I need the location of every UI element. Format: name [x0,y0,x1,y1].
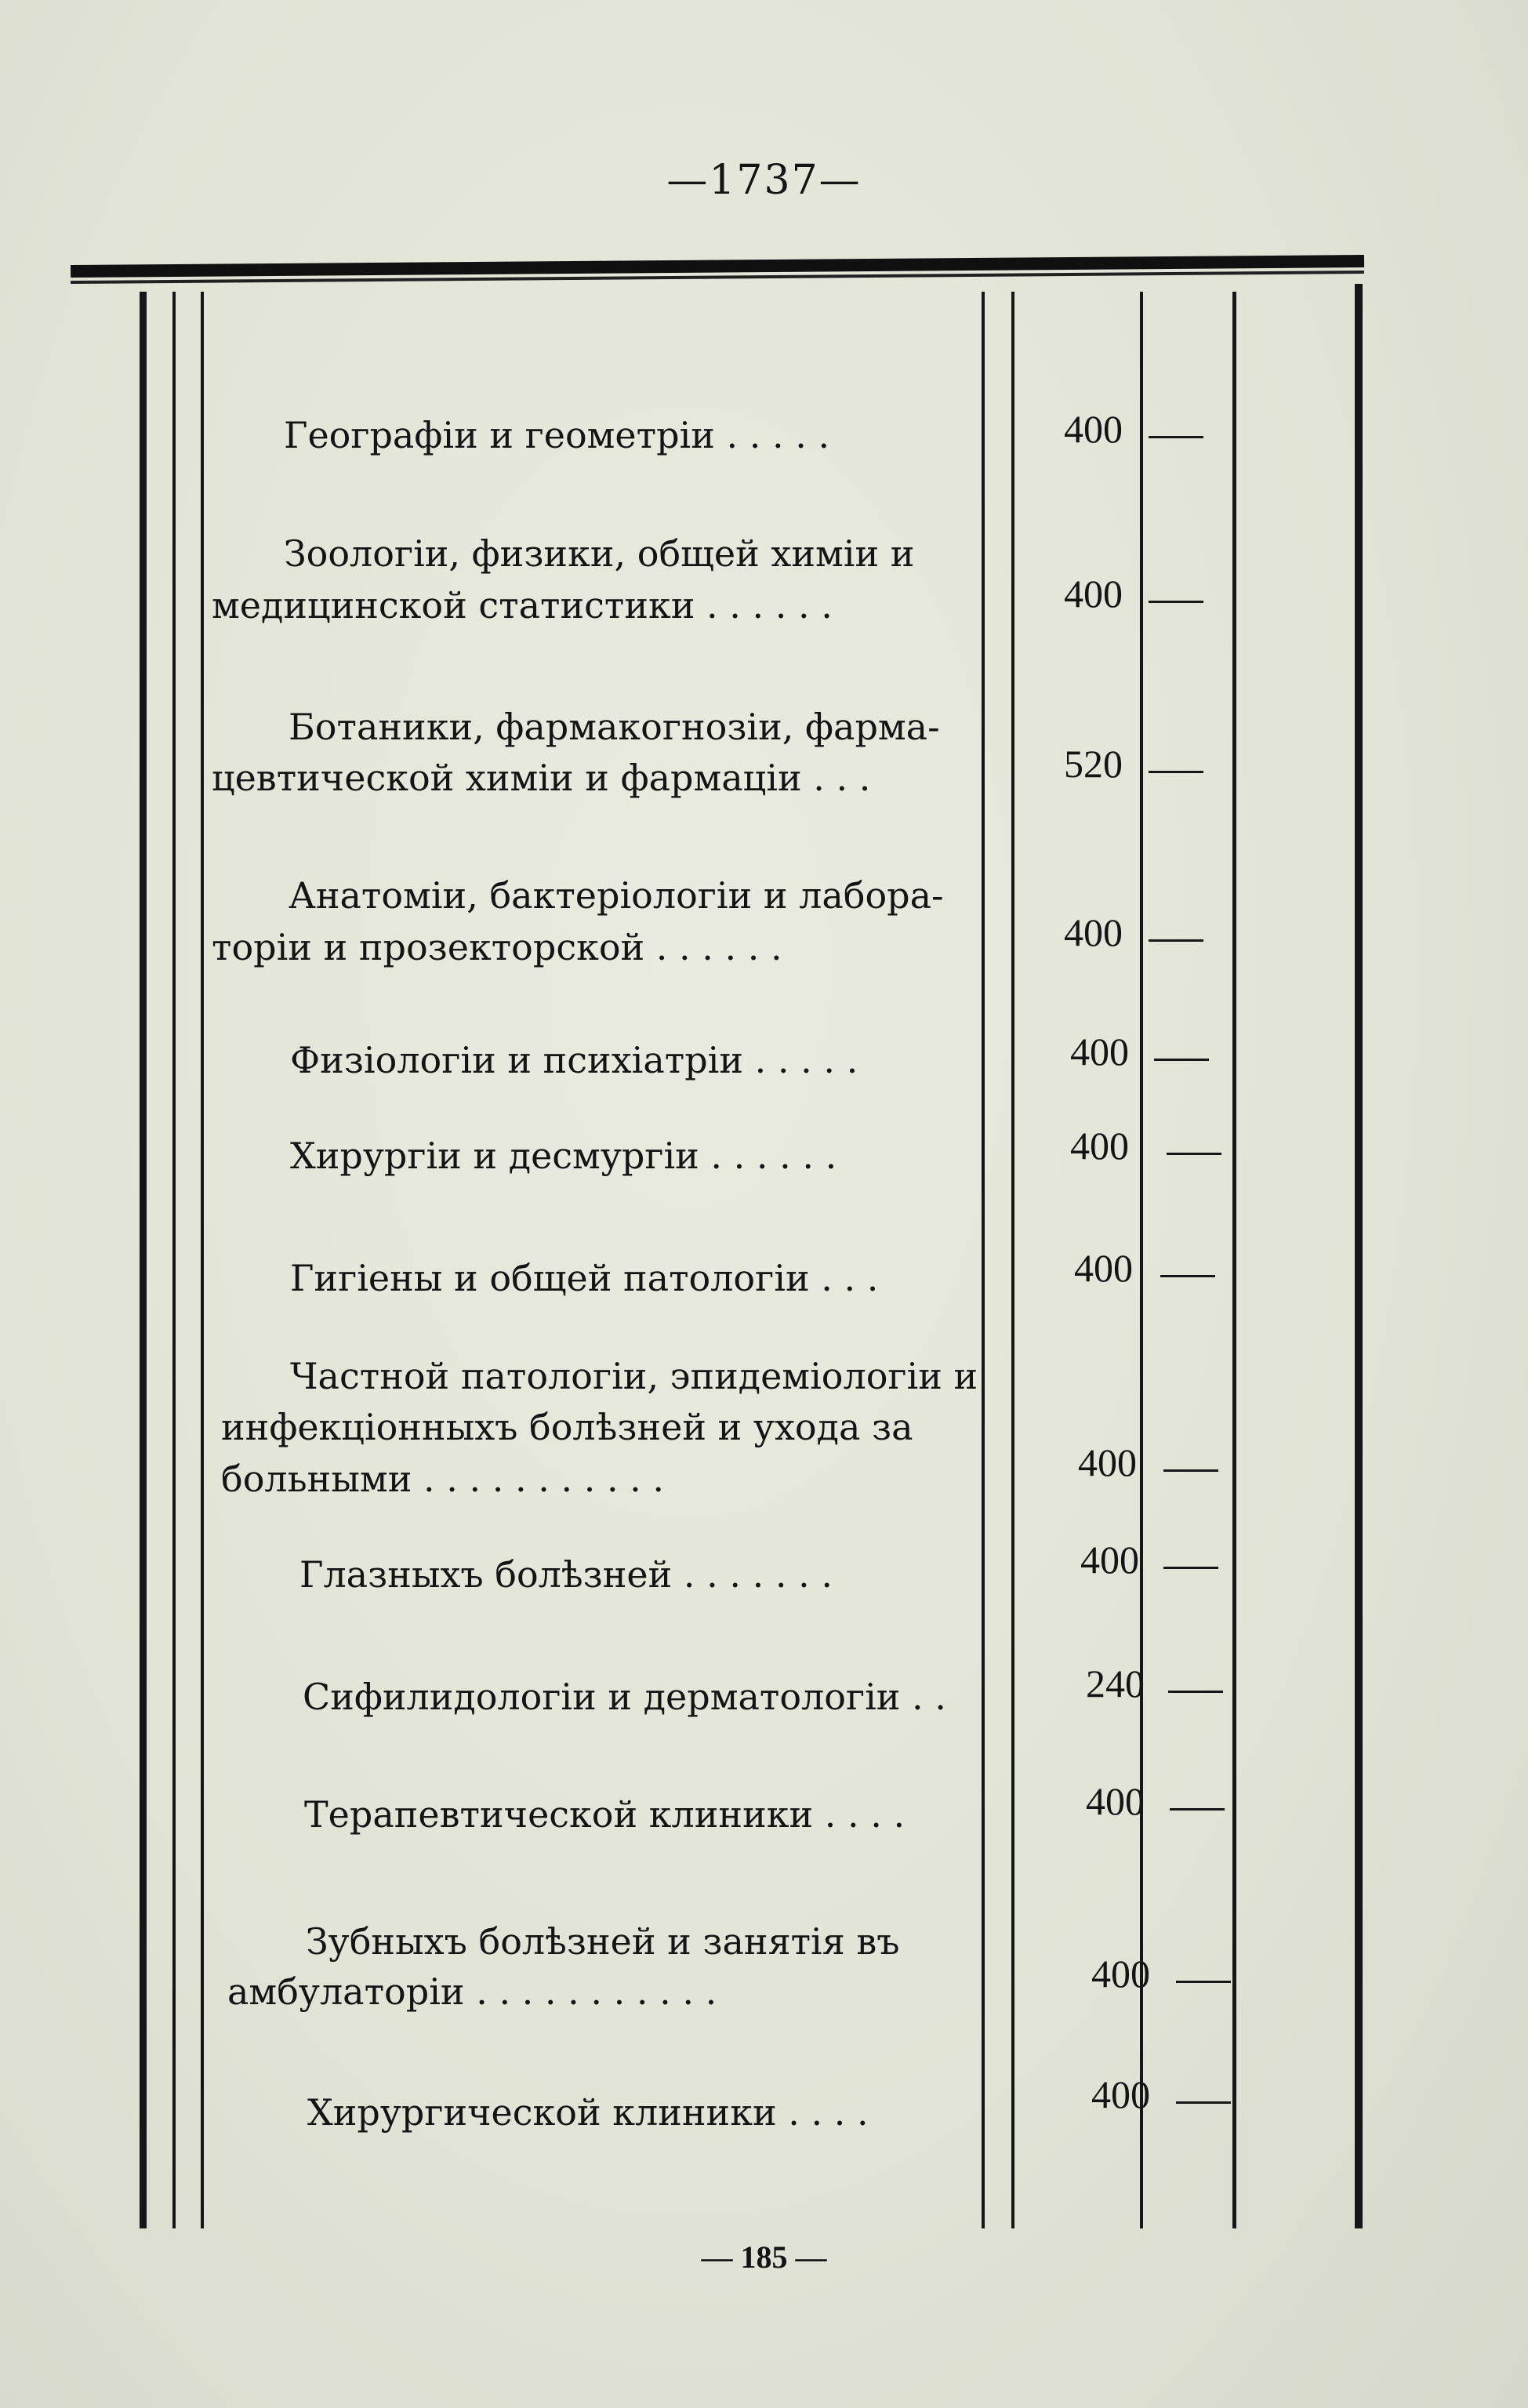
table-row-amount: 400 [1064,407,1123,451]
table-row-label: Физіологіи и психіатріи . . . . . [290,1039,858,1081]
table-row-label: амбулаторіи . . . . . . . . . . . [227,1970,717,2013]
table-row-label: цевтической химіи и фармаціи . . . [212,757,871,799]
table-row-amount: 400 [1070,1124,1129,1168]
table-row-dash [1176,1981,1231,1983]
table-row-label: Частной патологіи, эпидеміологіи и [290,1355,978,1397]
table-row-label: Анатоміи, бактеріологіи и лабора- [289,874,944,917]
page-number-footer: — 185 — [701,2239,827,2275]
table-left-inner-rule [172,292,176,2228]
table-row-amount: 400 [1078,1440,1137,1484]
table-column-rule [982,292,985,2228]
table-row-label: Географіи и геометріи . . . . . [284,414,830,456]
table-row-amount: 400 [1064,572,1123,616]
table-row-dash [1163,1469,1218,1472]
table-row-dash [1163,1567,1218,1569]
table-row-label: больными . . . . . . . . . . . [221,1458,665,1500]
table-row-amount: 400 [1091,2072,1150,2116]
page-number-header: —1737— [666,157,862,204]
table-row-dash [1160,1275,1215,1277]
table-row-amount: 520 [1064,742,1123,786]
table-row-label: Хирургической клиники . . . . [307,2091,869,2134]
table-row-dash [1149,601,1203,603]
table-row-label: Ботаники, фармакогнозіи, фарма- [289,706,940,748]
table-row-dash [1149,939,1203,942]
table-left-inner-rule-2 [201,292,204,2228]
table-row-amount: 400 [1070,1030,1129,1073]
table-row-amount: 400 [1091,1952,1150,1996]
table-row-label: Зоологіи, физики, общей химіи и [284,532,915,575]
table-row-amount: 240 [1086,1662,1145,1705]
table-row-amount: 400 [1064,910,1123,954]
table-row-amount: 400 [1086,1779,1145,1823]
table-row-dash [1170,1808,1225,1811]
table-row-label: Терапевтической клиники . . . . [304,1793,906,1836]
table-row-dash [1176,2101,1231,2104]
table-row-amount: 400 [1074,1246,1133,1290]
table-row-dash [1149,771,1203,773]
table-row-label: Хирургіи и десмургіи . . . . . . [290,1135,837,1177]
table-row-label: инфекціонныхъ болѣзней и ухода за [221,1406,913,1448]
table-row-label: Зубныхъ болѣзней и занятія въ [306,1920,900,1963]
table-row-label: торіи и прозекторской . . . . . . [212,926,782,968]
table-left-border [140,292,147,2228]
table-row-label: Глазныхъ болѣзней . . . . . . . [299,1553,833,1596]
table-row-dash [1154,1059,1209,1061]
table-row-dash [1168,1691,1223,1693]
table-row-label: Сифилидологіи и дерматологіи . . [303,1676,946,1718]
table-row-amount: 400 [1080,1538,1139,1582]
table-right-border [1355,284,1363,2228]
table-right-inner-rule [1232,292,1236,2228]
table-row-label: Гигіены и общей патологіи . . . [290,1257,879,1299]
table-row-dash [1149,436,1203,438]
table-row-dash [1167,1153,1221,1155]
table-row-label: медицинской статистики . . . . . . [212,584,833,627]
table-column-rule-2 [1011,292,1014,2228]
table-amount-rule [1140,292,1143,2228]
